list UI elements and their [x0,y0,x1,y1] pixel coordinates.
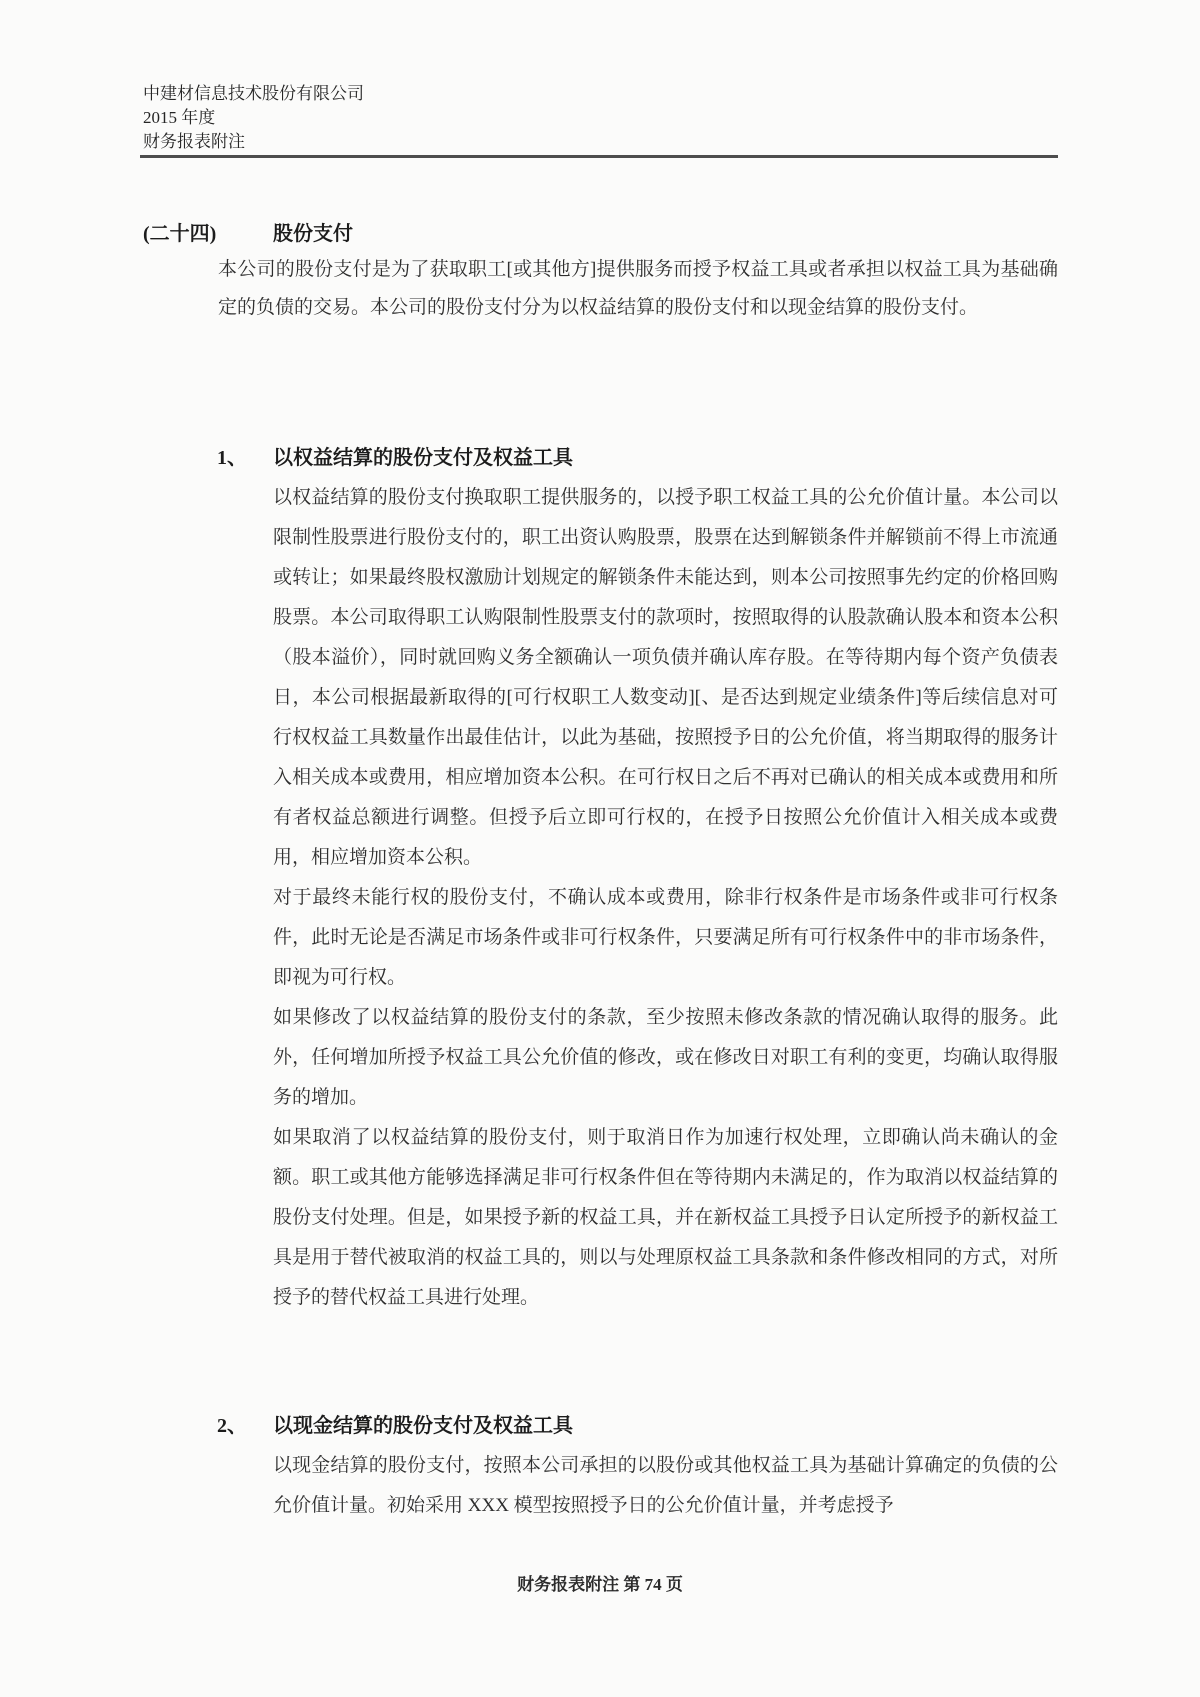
footer-page-label: 财务报表附注 第 74 页 [517,1575,683,1594]
paragraph: 如果修改了以权益结算的股份支付的条款，至少按照未修改条款的情况确认取得的服务。此外，任何增加所授予权益工具公允价值的修改，或在修改日对职工有利的变更，均确认取得服务的增加。 [273,1007,1058,1108]
header-divider [140,155,1058,158]
page-header [143,82,364,154]
section-title: 股份支付 [273,223,353,245]
subsection-heading [217,1406,1058,1446]
section-heading [143,217,353,246]
subsection-title: 以权益结算的股份支付及权益工具 [273,447,573,469]
subsection-equity-settled [217,438,1058,1318]
fiscal-year: 2015 年度 [143,108,216,127]
paragraph: 以现金结算的股份支付，按照本公司承担的以股份或其他权益工具为基础计算确定的负债的公允价值计量。初始采用 XXX 模型按照授予日的公允价值计量，并考虑授予 [273,1455,1058,1516]
paragraph: 如果取消了以权益结算的股份支付，则于取消日作为加速行权处理，立即确认尚未确认的金额。职工或其他方能够选择满足非可行权条件但在等待期内未满足的，作为取消以权益结算的股份支付处理。但是，如果授予新的权益工具，并在新权益工具授予日认定所授予的新权益工具是用于替代被取消的权益工具的，则以与处理原权益工具条款和条件修改相同的方式，对所授予的替代权益工具进行处理。 [273,1127,1058,1308]
paragraph: 以权益结算的股份支付换取职工提供服务的，以授予职工权益工具的公允价值计量。本公司以限制性股票进行股份支付的，职工出资认购股票，股票在达到解锁条件并解锁前不得上市流通或转让；如果最终股权激励计划规定的解锁条件未能达到，则本公司按照事先约定的价格回购股票。本公司取得职工认购限制性股票支付的款项时，按照取得的认股款确认股本和资本公积（股本溢价），同时就回购义务全额确认一项负债并确认库存股。在等待期内每个资产负债表日，本公司根据最新取得的[可行权职工人数变动][、是否达到规定业绩条件]等后续信息对可行权权益工具数量作出最佳估计，以此为基础，按照授予日的公允价值，将当期取得的服务计入相关成本或费用，相应增加资本公积。在可行权日之后不再对已确认的相关成本或费用和所有者权益总额进行调整。但授予后立即可行权的，在授予日按照公允价值计入相关成本或费用，相应增加资本公积。 [273,487,1058,868]
doc-title: 财务报表附注 [143,132,245,151]
subsection-cash-settled [217,1406,1058,1526]
subsection-body [273,478,1058,1318]
subsection-number: 1、 [217,447,247,469]
subsection-heading [217,438,1058,478]
company-name: 中建材信息技术股份有限公司 [143,84,364,103]
paragraph: 对于最终未能行权的股份支付，不确认成本或费用，除非行权条件是市场条件或非可行权条件，此时无论是否满足市场条件或非可行权条件，只要满足所有可行权条件中的非市场条件，即视为可行权。 [273,887,1058,988]
subsection-title: 以现金结算的股份支付及权益工具 [273,1415,573,1437]
section-label: (二十四) [143,223,217,245]
section-intro-paragraph: 本公司的股份支付是为了获取职工[或其他方]提供服务而授予权益工具或者承担以权益工具为基础确定的负债的交易。本公司的股份支付分为以权益结算的股份支付和以现金结算的股份支付。 [218,259,1058,318]
page-footer [0,1570,1200,1595]
subsection-body [273,1446,1058,1526]
subsection-number: 2、 [217,1415,247,1437]
